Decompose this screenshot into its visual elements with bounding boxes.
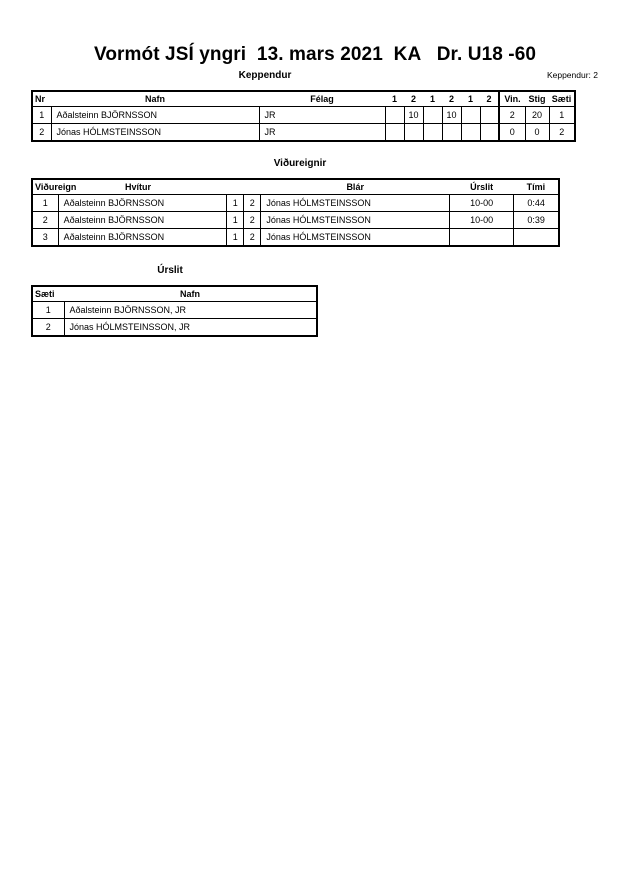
cell-blue: Jónas HÓLMSTEINSSON <box>261 195 450 212</box>
col-header-club: Félag <box>310 94 334 104</box>
cell-match-no: 2 <box>32 212 58 229</box>
cell-blue-marker: 2 <box>244 212 261 229</box>
col-header-white-marker <box>227 179 244 195</box>
cell-nr: 1 <box>32 107 51 124</box>
col-header-round: 1 <box>467 94 473 104</box>
col-header-place: Sæti <box>551 94 572 104</box>
cell-place: 1 <box>32 302 64 319</box>
cell-score <box>423 124 442 142</box>
col-header-round: 2 <box>448 94 454 104</box>
matches-header-row <box>32 179 559 195</box>
col-header-result: Úrslit <box>470 182 494 192</box>
col-header-round: 1 <box>391 94 397 104</box>
cell-score <box>461 124 480 142</box>
cell-score <box>442 124 461 142</box>
cell-club: JR <box>259 124 385 142</box>
cell-white: Aðalsteinn BJÖRNSSON <box>58 229 227 247</box>
col-header-place: Sæti <box>35 289 55 299</box>
col-header-match-label: Viðureign <box>35 182 77 192</box>
cell-place: 2 <box>32 319 64 337</box>
cell-time <box>514 229 559 247</box>
cell-blue: Jónas HÓLMSTEINSSON <box>261 229 450 247</box>
cell-time: 0:44 <box>514 195 559 212</box>
matches-table <box>31 178 560 247</box>
cell-score <box>480 124 499 142</box>
cell-name: Aðalsteinn BJÖRNSSON, JR <box>64 302 317 319</box>
cell-white-marker: 1 <box>227 195 244 212</box>
table-row <box>32 212 559 229</box>
page-title: Vormót JSÍ yngri 13. mars 2021 KA Dr. U18 -60 <box>93 44 537 65</box>
cell-white-marker: 1 <box>227 229 244 247</box>
cell-score <box>385 124 404 142</box>
results-heading: Úrslit <box>157 265 183 276</box>
cell-score <box>385 107 404 124</box>
col-header-round: 2 <box>410 94 416 104</box>
competitors-header-row <box>32 91 575 107</box>
results-header-row <box>32 286 317 302</box>
cell-points: 0 <box>525 124 549 142</box>
col-header-points: Stig <box>528 94 546 104</box>
competitor-count: Keppendur: 2 <box>546 70 598 80</box>
cell-name: Aðalsteinn BJÖRNSSON <box>51 107 259 124</box>
cell-white: Aðalsteinn BJÖRNSSON <box>58 195 227 212</box>
cell-result <box>450 229 514 247</box>
col-header-blue-marker <box>244 179 261 195</box>
cell-match-no: 3 <box>32 229 58 247</box>
col-header-time: Tími <box>526 182 546 192</box>
cell-result: 10-00 <box>450 212 514 229</box>
cell-match-no: 1 <box>32 195 58 212</box>
matches-heading: Viðureignir <box>273 158 327 169</box>
competitors-table <box>31 90 576 142</box>
competitors-heading: Keppendur <box>238 70 292 81</box>
cell-result: 10-00 <box>450 195 514 212</box>
cell-name: Jónas HÓLMSTEINSSON <box>51 124 259 142</box>
cell-score: 10 <box>404 107 423 124</box>
cell-blue-marker: 2 <box>244 195 261 212</box>
col-header-round: 2 <box>486 94 492 104</box>
cell-wins: 0 <box>499 124 525 142</box>
col-header-round: 1 <box>429 94 435 104</box>
table-row <box>32 229 559 247</box>
col-header-white: Hvítur <box>125 182 152 192</box>
table-row <box>32 124 575 142</box>
table-row <box>32 107 575 124</box>
cell-nr: 2 <box>32 124 51 142</box>
cell-score: 10 <box>442 107 461 124</box>
cell-score <box>423 107 442 124</box>
cell-time: 0:39 <box>514 212 559 229</box>
table-row <box>32 302 317 319</box>
col-header-name: Nafn <box>145 94 165 104</box>
table-row <box>32 319 317 337</box>
cell-white: Aðalsteinn BJÖRNSSON <box>58 212 227 229</box>
cell-place: 2 <box>549 124 575 142</box>
cell-blue: Jónas HÓLMSTEINSSON <box>261 212 450 229</box>
col-header-name: Nafn <box>180 289 200 299</box>
col-header-match <box>32 179 227 195</box>
cell-blue-marker: 2 <box>244 229 261 247</box>
cell-score <box>480 107 499 124</box>
cell-score <box>404 124 423 142</box>
col-header-nr: Nr <box>35 94 46 104</box>
cell-score <box>461 107 480 124</box>
cell-wins: 2 <box>499 107 525 124</box>
cell-name: Jónas HÓLMSTEINSSON, JR <box>64 319 317 337</box>
results-table <box>31 285 318 337</box>
table-row <box>32 195 559 212</box>
cell-white-marker: 1 <box>227 212 244 229</box>
cell-points: 20 <box>525 107 549 124</box>
col-header-wins: Vin. <box>499 91 525 107</box>
cell-club: JR <box>259 107 385 124</box>
cell-place: 1 <box>549 107 575 124</box>
col-header-blue: Blár <box>346 182 364 192</box>
